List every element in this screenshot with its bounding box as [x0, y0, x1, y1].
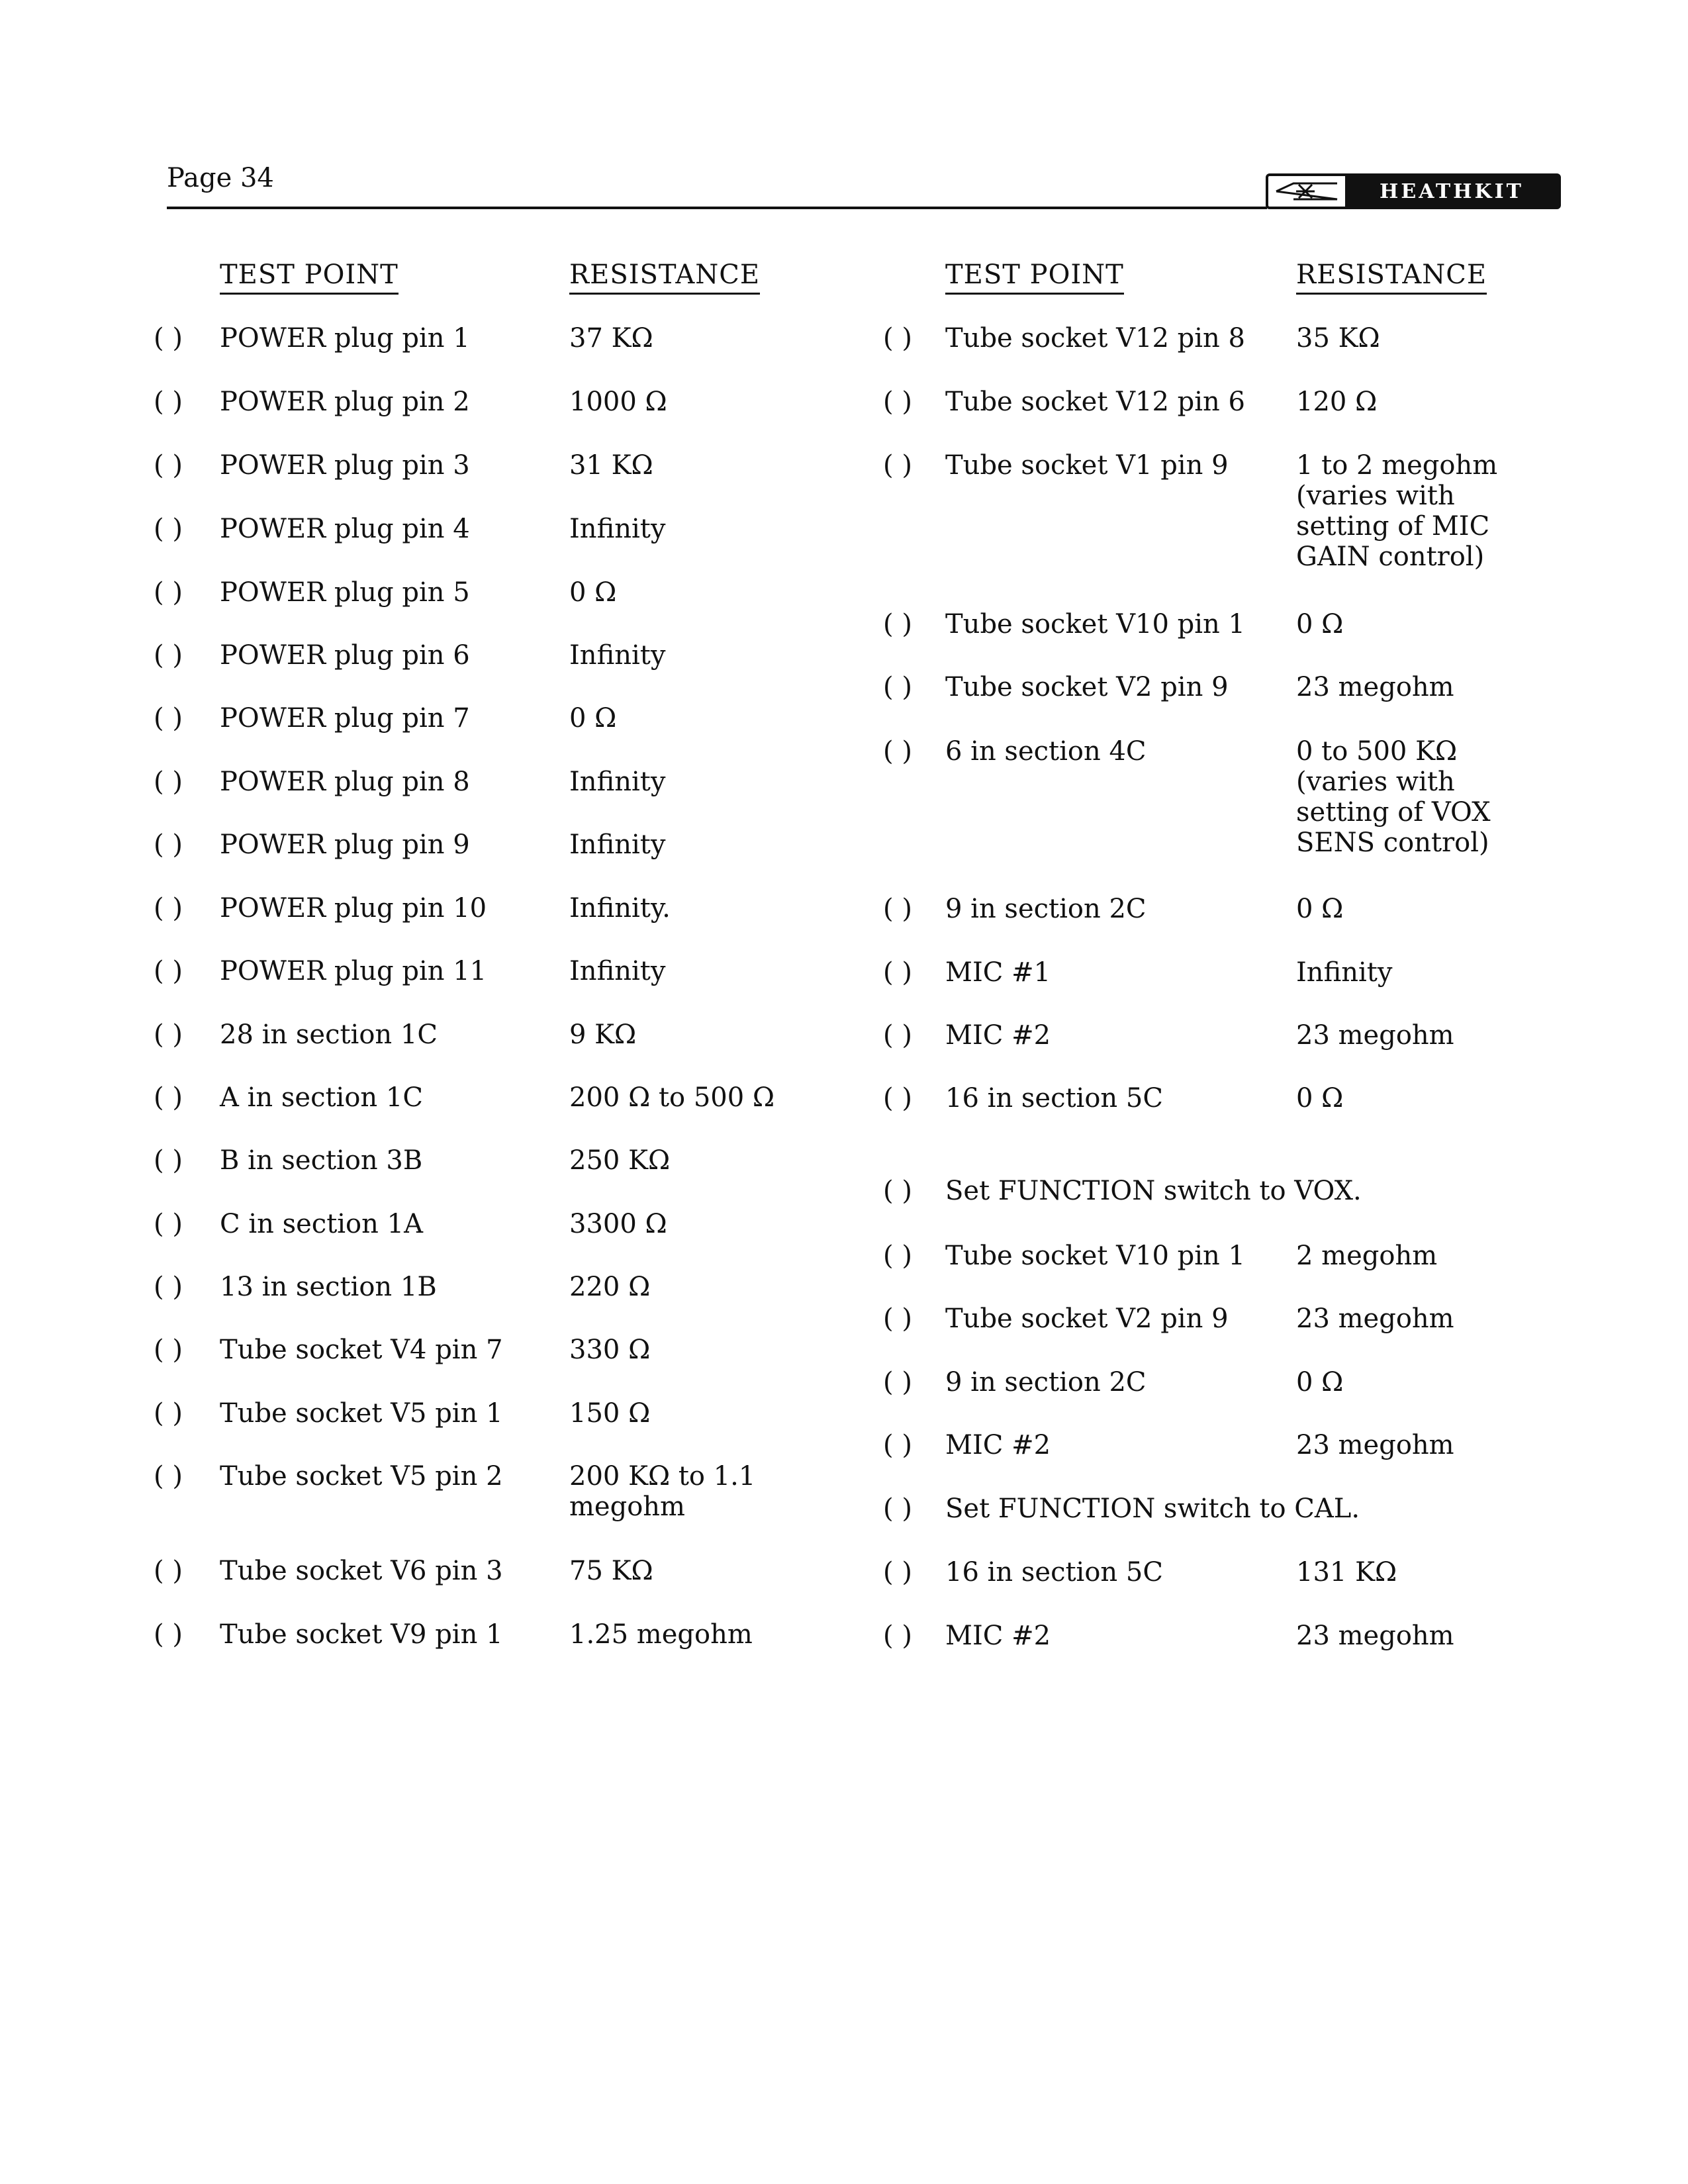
resistance-value: 150 Ω [569, 1398, 651, 1429]
resistance-value: 3300 Ω [569, 1209, 667, 1239]
checkbox[interactable]: ( ) [154, 640, 183, 671]
resistance-value: 220 Ω [569, 1272, 651, 1302]
checkbox[interactable]: ( ) [154, 830, 183, 860]
test-point-label: POWER plug pin 10 [220, 893, 487, 924]
test-point-label: 9 in section 2C [945, 894, 1147, 924]
resistance-value: 23 megohm [1296, 1430, 1454, 1460]
checkbox[interactable]: ( ) [154, 1619, 183, 1650]
test-point-label: POWER plug pin 3 [220, 450, 470, 481]
resistance-value: 75 KΩ [569, 1556, 653, 1586]
checkbox[interactable]: ( ) [154, 387, 183, 417]
checkbox[interactable]: ( ) [154, 703, 183, 734]
test-point-label: A in section 1C [220, 1082, 423, 1113]
test-point-label: POWER plug pin 7 [220, 703, 470, 734]
test-point-label: Tube socket V10 pin 1 [945, 609, 1245, 640]
test-point-label: Tube socket V2 pin 9 [945, 1304, 1229, 1334]
resistance-value: 2 megohm [1296, 1241, 1438, 1271]
test-point-label: POWER plug pin 11 [220, 956, 487, 986]
resistance-value: Infinity [569, 830, 666, 860]
test-point-label: 16 in section 5C [945, 1557, 1163, 1588]
checkbox[interactable]: ( ) [883, 894, 912, 924]
test-point-label: 6 in section 4C [945, 736, 1147, 767]
resistance-value: 0 Ω [1296, 1367, 1344, 1398]
resistance-value: Infinity [569, 514, 666, 544]
checkbox[interactable]: ( ) [883, 1430, 912, 1460]
resistance-value: 23 megohm [1296, 672, 1454, 702]
checkbox[interactable]: ( ) [154, 450, 183, 481]
test-point-label: Tube socket V4 pin 7 [220, 1335, 503, 1365]
test-point-label: Tube socket V5 pin 2 [220, 1461, 503, 1492]
instruction-text: Set FUNCTION switch to VOX. [945, 1176, 1362, 1206]
checkbox[interactable]: ( ) [154, 1556, 183, 1586]
header-rule [167, 207, 1267, 209]
resistance-value: Infinity [569, 767, 666, 797]
resistance-value: 250 KΩ [569, 1145, 671, 1176]
resistance-value: 9 KΩ [569, 1020, 637, 1050]
brand-name: HEATHKIT [1345, 176, 1558, 207]
checkbox[interactable]: ( ) [883, 672, 912, 702]
instruction-text: Set FUNCTION switch to CAL. [945, 1494, 1360, 1524]
test-point-label: B in section 3B [220, 1145, 423, 1176]
page-number: Page 34 [167, 163, 274, 193]
test-point-label: 16 in section 5C [945, 1083, 1163, 1114]
resistance-value: 1 to 2 megohm (varies with setting of MIC GAIN control) [1296, 450, 1498, 572]
left-resistance-header: RESISTANCE [569, 260, 760, 295]
resistance-value: Infinity. [569, 893, 671, 924]
test-point-label: Tube socket V10 pin 1 [945, 1241, 1245, 1271]
checkbox[interactable]: ( ) [154, 1398, 183, 1429]
checkbox[interactable]: ( ) [883, 323, 912, 354]
checkbox[interactable]: ( ) [883, 957, 912, 988]
checkbox[interactable]: ( ) [883, 1557, 912, 1588]
resistance-value: 1000 Ω [569, 387, 667, 417]
checkbox[interactable]: ( ) [154, 1209, 183, 1239]
resistance-value: Infinity [569, 640, 666, 671]
checkbox[interactable]: ( ) [883, 736, 912, 767]
right-test-point-header: TEST POINT [945, 260, 1124, 295]
checkbox[interactable]: ( ) [154, 767, 183, 797]
resistance-value: 0 Ω [569, 577, 617, 608]
test-point-label: Tube socket V5 pin 1 [220, 1398, 503, 1429]
resistance-value: 0 Ω [1296, 894, 1344, 924]
checkbox[interactable]: ( ) [154, 323, 183, 354]
checkbox[interactable]: ( ) [883, 1367, 912, 1398]
test-point-label: Tube socket V2 pin 9 [945, 672, 1229, 702]
test-point-label: 9 in section 2C [945, 1367, 1147, 1398]
resistance-value: 131 KΩ [1296, 1557, 1397, 1588]
checkbox[interactable]: ( ) [883, 1176, 912, 1206]
test-point-label: Tube socket V1 pin 9 [945, 450, 1229, 481]
resistance-value: 35 KΩ [1296, 323, 1380, 354]
checkbox[interactable]: ( ) [154, 577, 183, 608]
resistance-value: 31 KΩ [569, 450, 653, 481]
checkbox[interactable]: ( ) [883, 1241, 912, 1271]
test-point-label: POWER plug pin 6 [220, 640, 470, 671]
checkbox[interactable]: ( ) [154, 1335, 183, 1365]
test-point-label: 13 in section 1B [220, 1272, 437, 1302]
test-point-label: Tube socket V12 pin 8 [945, 323, 1245, 354]
resistance-value: 0 Ω [1296, 609, 1344, 640]
checkbox[interactable]: ( ) [154, 514, 183, 544]
resistance-value: 0 to 500 KΩ (varies with setting of VOX SENS control) [1296, 736, 1491, 858]
test-point-label: MIC #2 [945, 1430, 1051, 1460]
resistance-value: 330 Ω [569, 1335, 651, 1365]
test-point-label: Tube socket V12 pin 6 [945, 387, 1245, 417]
checkbox[interactable]: ( ) [154, 1020, 183, 1050]
checkbox[interactable]: ( ) [883, 1083, 912, 1114]
checkbox[interactable]: ( ) [883, 1304, 912, 1334]
heathkit-emblem-icon [1268, 176, 1345, 207]
resistance-value: 200 Ω to 500 Ω [569, 1082, 775, 1113]
checkbox[interactable]: ( ) [883, 1494, 912, 1524]
right-resistance-header: RESISTANCE [1296, 260, 1487, 295]
resistance-value: 0 Ω [569, 703, 617, 734]
test-point-label: Tube socket V6 pin 3 [220, 1556, 503, 1586]
resistance-value: 23 megohm [1296, 1304, 1454, 1334]
checkbox[interactable]: ( ) [883, 450, 912, 481]
test-point-label: POWER plug pin 4 [220, 514, 470, 544]
checkbox[interactable]: ( ) [154, 893, 183, 924]
resistance-value: 200 KΩ to 1.1 megohm [569, 1461, 756, 1522]
test-point-label: MIC #2 [945, 1020, 1051, 1051]
checkbox[interactable]: ( ) [883, 609, 912, 640]
checkbox[interactable]: ( ) [883, 387, 912, 417]
heathkit-logo [1266, 173, 1561, 209]
test-point-label: Tube socket V9 pin 1 [220, 1619, 503, 1650]
resistance-value: 37 KΩ [569, 323, 653, 354]
checkbox[interactable]: ( ) [154, 1272, 183, 1302]
resistance-value: 0 Ω [1296, 1083, 1344, 1114]
checkbox[interactable]: ( ) [154, 1145, 183, 1176]
test-point-label: POWER plug pin 9 [220, 830, 470, 860]
checkbox[interactable]: ( ) [154, 956, 183, 986]
test-point-label: POWER plug pin 5 [220, 577, 470, 608]
test-point-label: POWER plug pin 2 [220, 387, 470, 417]
test-point-label: POWER plug pin 1 [220, 323, 470, 354]
test-point-label: MIC #2 [945, 1621, 1051, 1651]
test-point-label: 28 in section 1C [220, 1020, 438, 1050]
test-point-label: C in section 1A [220, 1209, 423, 1239]
checkbox[interactable]: ( ) [154, 1082, 183, 1113]
resistance-value: 23 megohm [1296, 1621, 1454, 1651]
test-point-label: POWER plug pin 8 [220, 767, 470, 797]
test-point-label: MIC #1 [945, 957, 1051, 988]
resistance-value: Infinity [569, 956, 666, 986]
left-test-point-header: TEST POINT [220, 260, 399, 295]
resistance-value: 1.25 megohm [569, 1619, 753, 1650]
resistance-value: 23 megohm [1296, 1020, 1454, 1051]
resistance-value: 120 Ω [1296, 387, 1378, 417]
checkbox[interactable]: ( ) [154, 1461, 183, 1492]
checkbox[interactable]: ( ) [883, 1020, 912, 1051]
checkbox[interactable]: ( ) [883, 1621, 912, 1651]
resistance-value: Infinity [1296, 957, 1393, 988]
